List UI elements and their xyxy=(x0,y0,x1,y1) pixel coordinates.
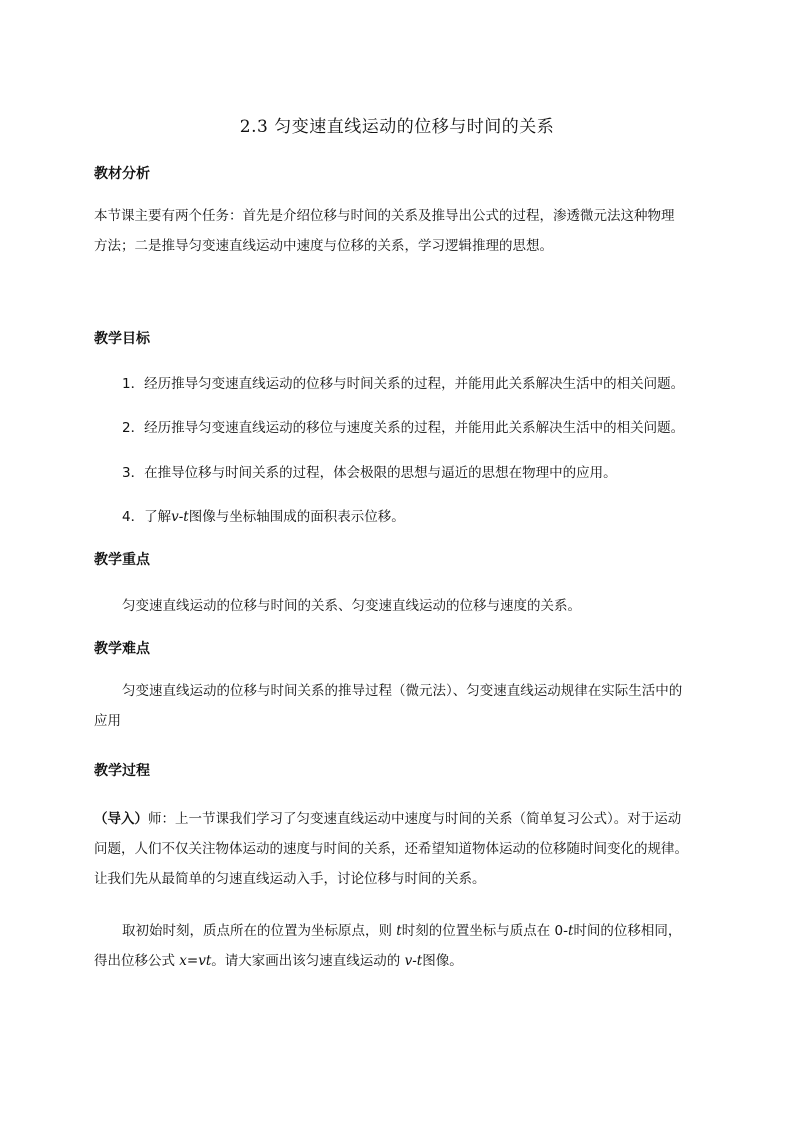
objective-item: 3．在推导位移与时间关系的过程，体会极限的思想与逼近的思想在物理中的应用。 xyxy=(122,465,617,481)
intro-line: 让我们先从最简单的匀速直线运动入手，讨论位移与时间的关系。 xyxy=(94,871,486,887)
vt-variable: v-t xyxy=(404,953,423,969)
analysis-line: 方法；二是推导匀变速直线运动中速度与位移的关系，学习逻辑推理的思想。 xyxy=(94,238,553,254)
objective-item xyxy=(122,505,405,525)
text-run: 得出位移公式 xyxy=(94,953,180,969)
analysis-heading: 教材分析 xyxy=(94,166,150,182)
difficulties-line: 应用 xyxy=(94,713,121,729)
document-title: 2.3 匀变速直线运动的位移与时间的关系 xyxy=(239,117,555,137)
process-heading: 教学过程 xyxy=(94,763,150,779)
text-run: 。请大家画出该匀速直线运动的 xyxy=(211,953,405,969)
intro-paragraph xyxy=(94,804,710,894)
intro-label: （导入） xyxy=(94,811,148,827)
vt-variable: v-t xyxy=(171,509,189,525)
analysis-paragraph xyxy=(94,201,710,261)
intro-line: 问题，人们不仅关注物体运动的速度与时间的关系，还希望知道物体运动的位移随时间变化的规律。 xyxy=(94,841,688,857)
analysis-line: 本节课主要有两个任务：首先是介绍位移与时间的关系及推导出公式的过程，渗透微元法这种物理 xyxy=(94,208,675,224)
objective-item: 1．经历推导匀变速直线运动的位移与时间关系的过程，并能用此关系解决生活中的相关问题。 xyxy=(122,376,685,392)
key-points-text: 匀变速直线运动的位移与时间的关系、匀变速直线运动的位移与速度的关系。 xyxy=(122,598,581,614)
objectives-heading: 教学目标 xyxy=(94,331,150,347)
difficulties-heading: 教学难点 xyxy=(94,641,150,657)
paragraph-line xyxy=(94,916,710,946)
t-variable: t xyxy=(568,923,574,939)
objective-item-text: 4．了解 xyxy=(122,509,172,525)
paragraph-line xyxy=(94,946,710,976)
intro-text: 师：上一节课我们学习了匀变速直线运动中速度与时间的关系（简单复习公式）。对于运动 xyxy=(148,811,682,827)
key-points-heading: 教学重点 xyxy=(94,552,150,568)
objective-item: 2．经历推导匀变速直线运动的移位与速度关系的过程，并能用此关系解决生活中的相关问题。 xyxy=(122,420,685,436)
intro-line xyxy=(94,804,710,834)
difficulties-paragraph xyxy=(94,676,712,736)
text-run: 时刻的位置坐标与质点在 0- xyxy=(401,923,568,939)
text-run: 时间的位移相同， xyxy=(573,923,682,939)
objective-item-text: 图像与坐标轴围成的面积表示位移。 xyxy=(188,509,405,525)
displacement-formula: x=vt xyxy=(179,953,212,969)
difficulties-line: 匀变速直线运动的位移与时间关系的推导过程（微元法）、匀变速直线运动规律在实际生活中的 xyxy=(122,683,683,699)
text-run: 取初始时刻，质点所在的位置为坐标原点，则 xyxy=(122,923,397,939)
uniform-motion-paragraph xyxy=(94,916,710,976)
text-run: 图像。 xyxy=(422,953,463,969)
t-variable: t xyxy=(396,923,402,939)
